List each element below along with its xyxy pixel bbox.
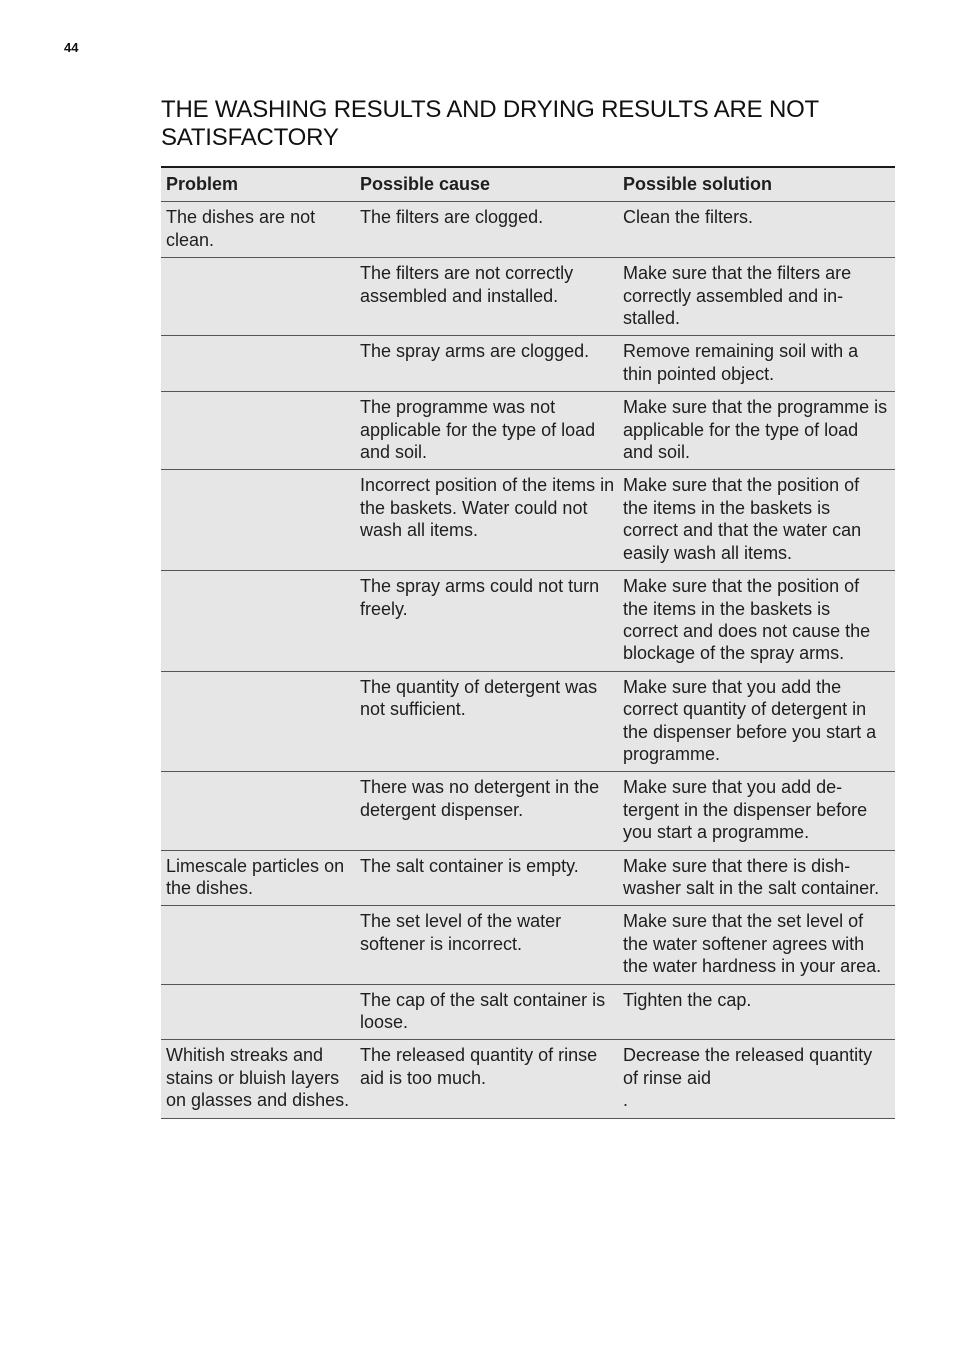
- cell-cause: The spray arms could not turn freely.: [358, 571, 621, 672]
- header-cause: Possible cause: [358, 167, 621, 202]
- cell-cause: The programme was not applicable for the type of load and soil.: [358, 392, 621, 470]
- cell-problem: [161, 258, 358, 336]
- header-problem: Problem: [161, 167, 358, 202]
- table-row: [161, 571, 895, 672]
- cell-problem: [161, 336, 358, 392]
- cell-solution: Make sure that the programme is applicable for the type of load and soil.: [621, 392, 895, 470]
- table-row: [161, 671, 895, 772]
- cell-solution: Make sure that the position of the items in the baskets is correct and does not cause the blockage of the spray arms.: [621, 571, 895, 672]
- table-row: [161, 202, 895, 258]
- cell-problem: [161, 392, 358, 470]
- section-title: THE WASHING RESULTS AND DRYING RESULTS ARE NOT SATISFACTORY: [161, 96, 819, 151]
- cell-solution: Remove remaining soil with a thin pointed object.: [621, 336, 895, 392]
- cell-cause: The filters are not correctly assembled and installed.: [358, 258, 621, 336]
- table-row: [161, 906, 895, 984]
- cell-solution: Clean the filters.: [621, 202, 895, 258]
- cell-cause: The filters are clogged.: [358, 202, 621, 258]
- cell-cause: The released quantity of rinse aid is too much.: [358, 1040, 621, 1118]
- cell-problem: The dishes are not clean.: [161, 202, 358, 258]
- table-row: [161, 850, 895, 906]
- table-header-row: [161, 167, 895, 202]
- cell-cause: There was no detergent in the detergent dispenser.: [358, 772, 621, 850]
- cell-problem: Whitish streaks and stains or bluish layers on glasses and dishes.: [161, 1040, 358, 1118]
- table-row: [161, 984, 895, 1040]
- cell-cause: The quantity of detergent was not sufficient.: [358, 671, 621, 772]
- cell-problem: [161, 772, 358, 850]
- cell-cause: The salt container is empty.: [358, 850, 621, 906]
- cell-solution: Make sure that the set level of the water softener agrees with the water hardness in your area.: [621, 906, 895, 984]
- cell-problem: [161, 984, 358, 1040]
- cell-cause: The cap of the salt container is loose.: [358, 984, 621, 1040]
- cell-solution: Tighten the cap.: [621, 984, 895, 1040]
- cell-solution: Decrease the released quantity of rinse aid .: [621, 1040, 895, 1118]
- cell-cause: Incorrect position of the items in the baskets. Water could not wash all items.: [358, 470, 621, 571]
- cell-cause: The spray arms are clogged.: [358, 336, 621, 392]
- page-number: 44: [64, 40, 79, 55]
- troubleshooting-table: [161, 166, 895, 1119]
- cell-solution: Make sure that you add detergent in the dispenser before you start a programme.: [621, 772, 895, 850]
- table-row: [161, 1040, 895, 1118]
- table-row: [161, 772, 895, 850]
- table-body: [161, 202, 895, 1118]
- cell-problem: [161, 671, 358, 772]
- table-row: [161, 258, 895, 336]
- cell-problem: [161, 571, 358, 672]
- cell-cause: The set level of the water softener is incorrect.: [358, 906, 621, 984]
- table-row: [161, 470, 895, 571]
- cell-solution: Make sure that you add the correct quantity of detergent in the dispenser before you start a programme.: [621, 671, 895, 772]
- table-row: [161, 392, 895, 470]
- cell-problem: [161, 906, 358, 984]
- cell-problem: [161, 470, 358, 571]
- table-row: [161, 336, 895, 392]
- cell-problem: Limescale particles on the dishes.: [161, 850, 358, 906]
- header-solution: Possible solution: [621, 167, 895, 202]
- cell-solution: Make sure that there is dishwasher salt in the salt container.: [621, 850, 895, 906]
- cell-solution: Make sure that the filters are correctly assembled and installed.: [621, 258, 895, 336]
- cell-solution: Make sure that the position of the items in the baskets is correct and that the water can easily wash all items.: [621, 470, 895, 571]
